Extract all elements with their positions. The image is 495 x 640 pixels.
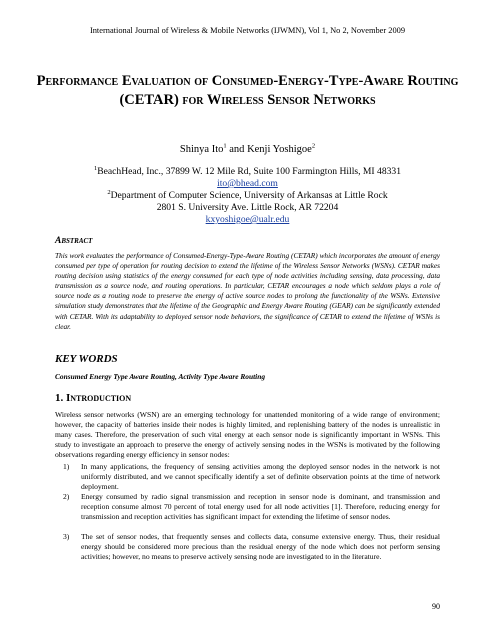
author-conjunction: and — [226, 144, 248, 155]
affiliation-1 — [0, 166, 495, 190]
keywords-text: Consumed Energy Type Aware Routing, Activity Type Aware Routing — [55, 372, 266, 381]
paper-title: Performance Evaluation of Consumed-Energy-Type-Aware Routing (CETAR) for Wireless Sensor Networks — [36, 73, 459, 108]
list-text: The set of sensor nodes, that frequently senses and collects data, consume extensive energy. Thus, their residual energy should be considered more precious than the residual energy of the node which does not perform sensing activities; however, no means to preserve actively sensing node are investigated to in the literature. — [81, 532, 440, 562]
introduction-paragraph: Wireless sensor networks (WSN) are an emerging technology for unattended monitoring of a wide range of environment; however, the capacity of batteries inside their nodes is highly limited, and replenishing battery of the nodes is unrealistic in many cases. Therefore, the preservation of such vital energy at each sensor node is significantly important in WSNs. This study to investigate an approach to preserve the energy of actively sensing nodes in the WSNs is motivated by the following observations regarding energy efficiency in sensor nodes: — [55, 410, 440, 460]
affiliation-2 — [0, 190, 495, 226]
affiliation-superscript: 1 — [93, 164, 98, 172]
affiliation-line: Department of Computer Science, University of Arkansas at Little Rock — [110, 190, 388, 201]
affiliation-address: 2801 S. University Ave. Little Rock, AR 72204 — [156, 202, 339, 213]
introduction-heading: 1. Introduction — [55, 392, 132, 404]
page-number: 90 — [432, 602, 440, 611]
affiliation-superscript: 2 — [107, 188, 111, 196]
journal-header: International Journal of Wireless & Mobile Networks (IJWMN), Vol 1, No 2, November 2009 — [89, 26, 406, 35]
list-number: 2) — [63, 492, 70, 501]
list-item — [55, 492, 440, 522]
list-number: 1) — [63, 462, 70, 471]
abstract-heading: Abstract — [55, 236, 93, 246]
email-link[interactable]: ito@bhead.com — [217, 178, 278, 189]
author-superscript: 1 — [223, 142, 227, 150]
author-superscript: 2 — [311, 142, 316, 150]
author-name: Kenji Yoshigoe — [247, 144, 312, 155]
author-line — [0, 144, 495, 155]
list-number: 3) — [63, 532, 70, 541]
list-text: Energy consumed by radio signal transmission and reception in sensor node is dominant, and transmission and reception consume almost 70 percent of total energy used for all node activities [1]. Therefore, reducing energy for transmission and reception activities has significant impact for extending the lifetime of sensor nodes. — [81, 492, 440, 522]
list-item — [55, 532, 440, 562]
author-name: Shinya Ito — [179, 144, 224, 155]
list-item — [55, 462, 440, 492]
affiliation-line: BeachHead, Inc., 37899 W. 12 Mile Rd, Suite 100 Farmington Hills, MI 48331 — [97, 166, 402, 177]
abstract-text: This work evaluates the performance of Consumed-Energy-Type-Aware Routing (CETAR) which incorporates the amount of energy consumed per type of operation for routing decision to extend the lifetime of the Wireless Sensor Networks (WSNs). CETAR makes routing decision using statistics of the energy consumed for each type of node activities including sensing, data processing, data transmission as a source node, and routing operations. In particular, CETAR encourages a node which seldom plays a role of source node as a routing node to preserve the energy of active source nodes to prolong the functionality of the WSNs. Extensive simulation study demonstrates that the lifetime of the Geographic and Energy Aware Routing (GEAR) can be significantly extended with CETAR. With its adaptability to deployed sensor node behaviors, the significance of CETAR to extend the lifetime of WSNs is clear. — [55, 251, 440, 331]
email-link[interactable]: kxyoshigoe@ualr.edu — [205, 214, 290, 225]
list-text: In many applications, the frequency of sensing activities among the deployed sensor nodes in the network is not uniformly distributed, and we cannot specifically identify a set of definite observation points at the time of network deployment. — [81, 462, 440, 492]
keywords-heading: KEY WORDS — [55, 353, 118, 365]
